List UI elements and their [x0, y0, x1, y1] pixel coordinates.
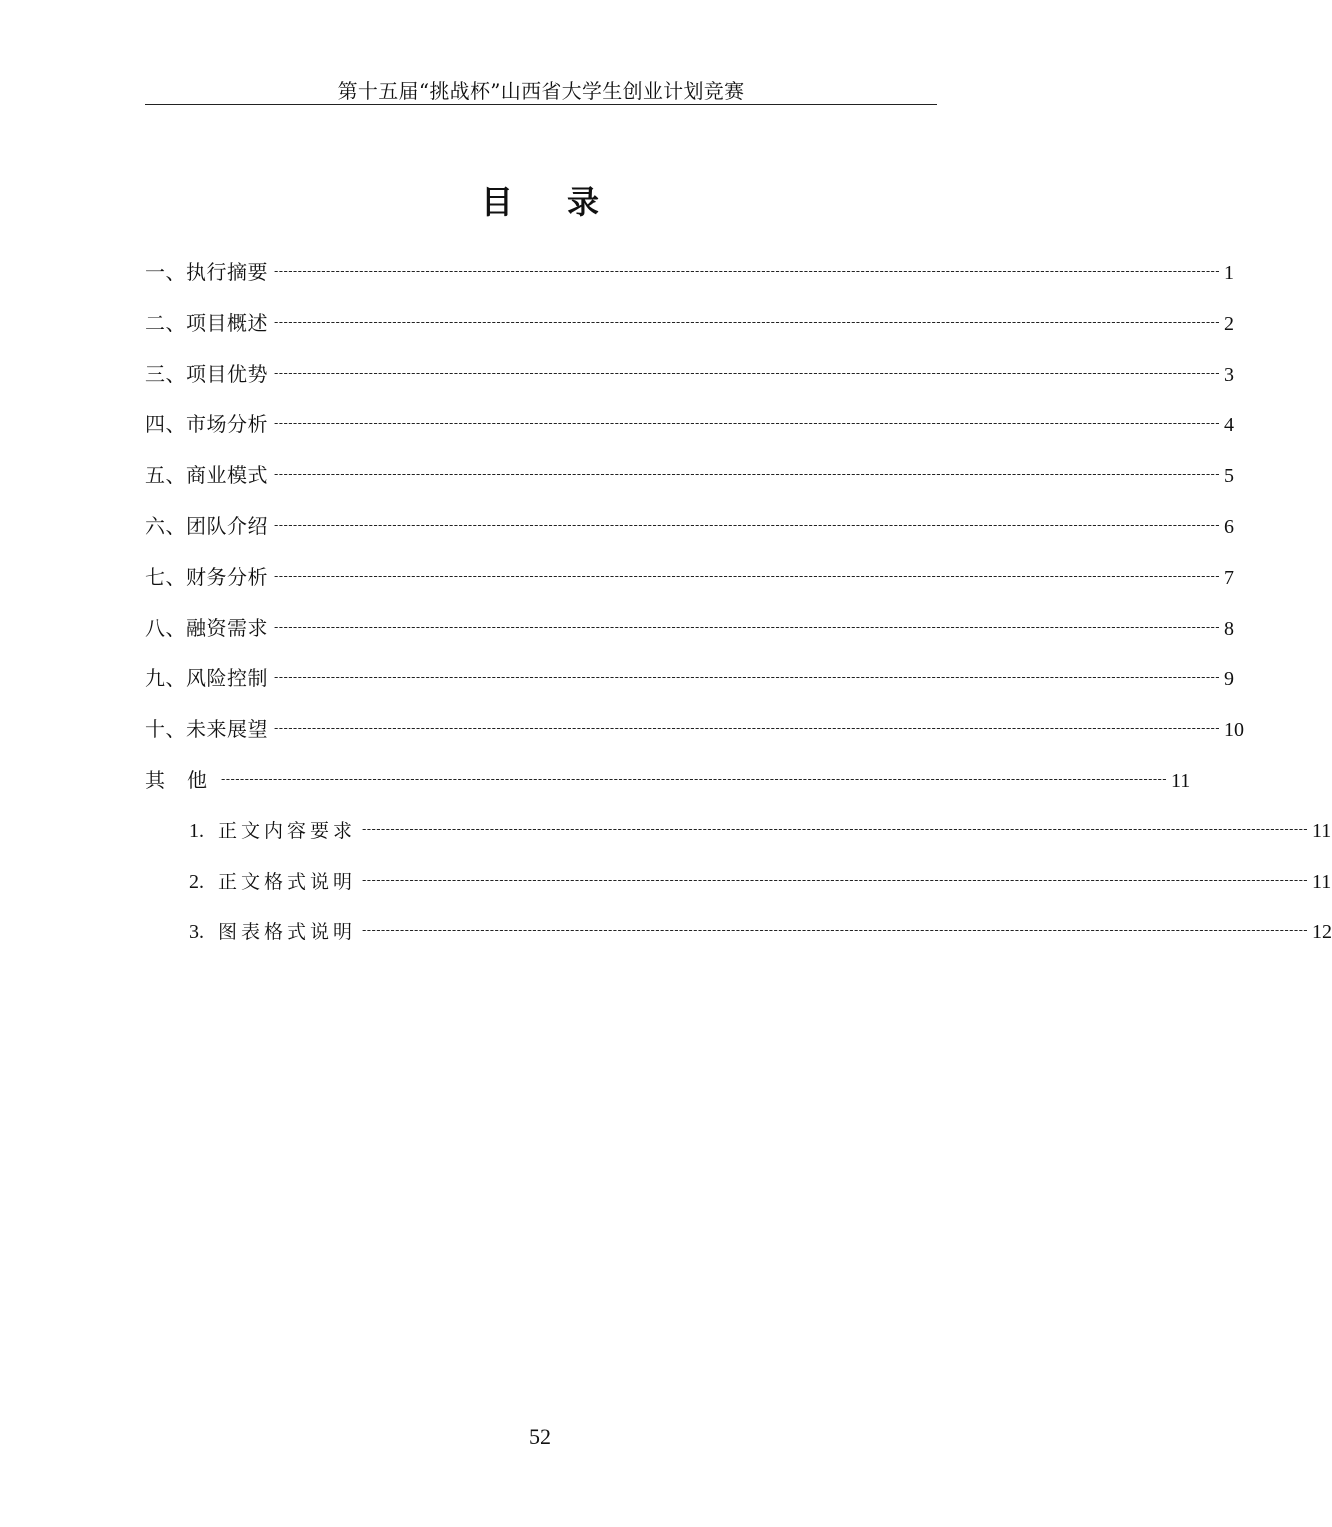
toc-subentry-label: 正文内容要求: [218, 819, 357, 842]
dot-leader: --------------------------------------------------------------------------------------------------------------------------------------------------------------------------------------------------------: [274, 365, 1221, 380]
toc-entry-page: 1: [1224, 262, 1235, 284]
toc-entry-label: 五、商业模式: [145, 463, 268, 488]
toc-entry-label: 一、执行摘要: [145, 260, 268, 284]
toc-entry-project-overview[interactable]: [145, 306, 1235, 357]
header-rule: [145, 104, 937, 105]
dot-leader: --------------------------------------------------------------------------------------------------------------------------------------------------------------------------------------------------------: [274, 314, 1221, 329]
toc-subentry-page: 12: [1312, 921, 1332, 944]
dot-leader: --------------------------------------------------------------------------------------------------------------------------------------------------------------------------------------------------------: [274, 568, 1221, 583]
toc-entry-project-advantages[interactable]: [145, 357, 1235, 408]
dot-leader: --------------------------------------------------------------------------------------------------------------------------------------------------------------------------------------------------------: [274, 670, 1221, 685]
toc-subentry-label: 图表格式说明: [218, 921, 357, 944]
dot-leader: --------------------------------------------------------------------------------------------------------------------------------------------------------------------------------------------------------: [274, 721, 1221, 736]
toc-entry-page: 2: [1224, 312, 1235, 335]
dot-leader: --------------------------------------------------------------------------------------------------------------------------------------------------------------------------------------------------------: [274, 416, 1221, 431]
toc-entry-page: 3: [1224, 363, 1235, 386]
toc-entry-page: 5: [1224, 465, 1235, 488]
dot-leader: --------------------------------------------------------------------------------------------------------------------------------------------------------------------------------------------------------: [274, 517, 1221, 532]
toc-entry-market-analysis[interactable]: [145, 407, 1235, 458]
dot-leader: --------------------------------------------------------------------------------------------------------------------------------------------------------------------------------------------------------: [221, 771, 1168, 786]
toc-entry-page: 7: [1224, 566, 1235, 589]
toc-subentry-chart-format[interactable]: [145, 915, 1332, 966]
toc-entry-other[interactable]: [145, 763, 1191, 814]
toc-subentry-number: 3.: [189, 921, 204, 944]
table-of-contents: [145, 255, 1332, 966]
toc-subentry-page: 11: [1312, 819, 1332, 842]
toc-subentry-page: 11: [1312, 870, 1332, 893]
toc-entry-page: 4: [1224, 414, 1235, 437]
toc-entry-label: 其他: [145, 767, 229, 792]
dot-leader: --------------------------------------------------------------------------------------------------------------------------------------------------------------------------------------------------------: [274, 467, 1221, 482]
toc-entry-page: 10: [1224, 719, 1245, 742]
toc-subentry-body-content[interactable]: [145, 814, 1332, 865]
toc-entry-page: 11: [1171, 769, 1191, 792]
toc-entry-executive-summary[interactable]: [145, 255, 1235, 306]
dot-leader: --------------------------------------------------------------------------------------------------------------------------------------------------------------------------------------------------------: [274, 264, 1221, 278]
toc-entry-label: 四、市场分析: [145, 412, 268, 437]
toc-entry-label: 九、风险控制: [145, 666, 268, 691]
dot-leader: --------------------------------------------------------------------------------------------------------------------------------------------------------------------------------------------------------: [362, 821, 1309, 836]
toc-entry-financial-analysis[interactable]: [145, 560, 1235, 611]
toc-title: 目录: [480, 183, 653, 221]
page-number: 52: [529, 1424, 551, 1449]
toc-entry-label: 六、团队介绍: [145, 513, 268, 538]
toc-subentry-body-format[interactable]: [145, 865, 1332, 916]
toc-subentry-label: 正文格式说明: [218, 870, 357, 893]
toc-entry-risk-control[interactable]: [145, 661, 1235, 712]
running-header: 第十五届“挑战杯”山西省大学生创业计划竞赛: [337, 79, 745, 103]
toc-entry-label: 八、融资需求: [145, 615, 268, 640]
dot-leader: --------------------------------------------------------------------------------------------------------------------------------------------------------------------------------------------------------: [274, 619, 1221, 634]
toc-entry-label: 二、项目概述: [145, 310, 268, 335]
toc-subentry-number: 2.: [189, 870, 204, 893]
dot-leader: --------------------------------------------------------------------------------------------------------------------------------------------------------------------------------------------------------: [362, 872, 1309, 887]
toc-entry-financing-needs[interactable]: [145, 611, 1235, 662]
toc-subentry-number: 1.: [189, 819, 204, 842]
toc-entry-future-outlook[interactable]: [145, 712, 1245, 763]
toc-entry-page: 6: [1224, 515, 1235, 538]
toc-entry-label: 十、未来展望: [145, 717, 268, 742]
toc-entry-page: 9: [1224, 668, 1235, 691]
toc-entry-label: 七、财务分析: [145, 564, 268, 589]
dot-leader: --------------------------------------------------------------------------------------------------------------------------------------------------------------------------------------------------------: [362, 923, 1309, 938]
toc-entry-page: 8: [1224, 617, 1235, 640]
toc-entry-label: 三、项目优势: [145, 361, 268, 386]
toc-entry-team-introduction[interactable]: [145, 509, 1235, 560]
toc-entry-business-model[interactable]: [145, 458, 1235, 509]
